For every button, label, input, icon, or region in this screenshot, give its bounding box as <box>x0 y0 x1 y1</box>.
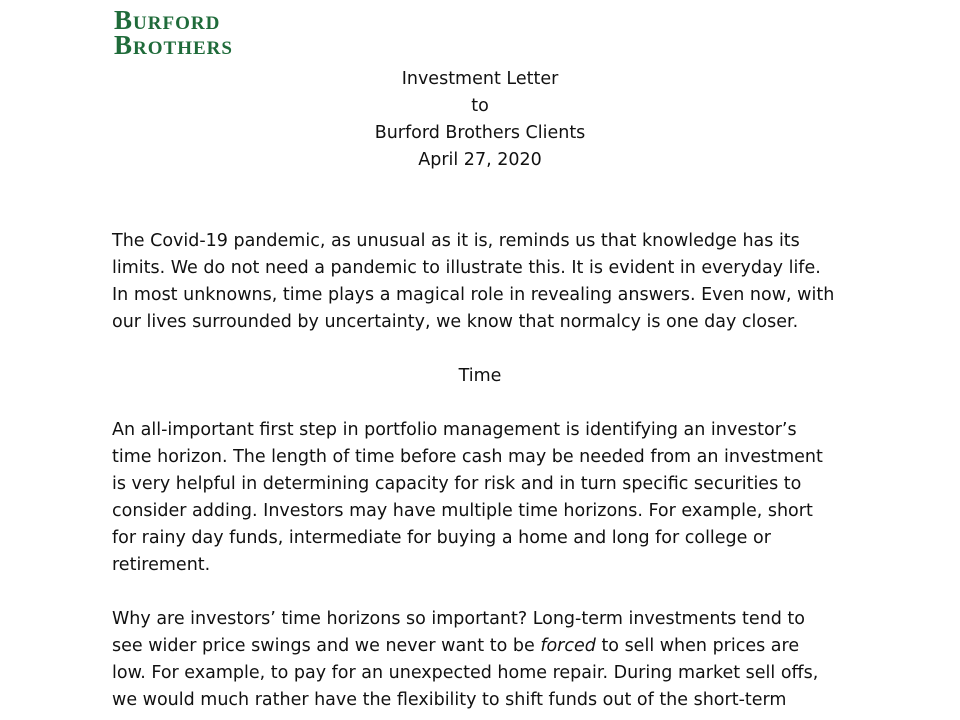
paragraph-line: for rainy day funds, intermediate for buying a home and long for college or <box>112 528 771 548</box>
paragraph-line: Why are investors’ time horizons so important? Long-term investments tend to <box>112 609 805 629</box>
heading-to: to <box>471 96 489 116</box>
logo-line-1: BURFORD <box>114 5 221 35</box>
time-horizon-paragraph <box>112 417 872 579</box>
paragraph-line: low. For example, to pay for an unexpected home repair. During market sell offs, <box>112 663 819 683</box>
paragraph-line: In most unknowns, time plays a magical role in revealing answers. Even now, with <box>112 285 835 305</box>
paragraph-line: see wider price swings and we never want to be forced to sell when prices are <box>112 636 800 656</box>
heading-title: Investment Letter <box>401 69 559 89</box>
company-logo <box>114 5 233 60</box>
emphasis-forced: forced <box>540 636 596 656</box>
paragraph-line: time horizon. The length of time before cash may be needed from an investment <box>112 447 823 467</box>
paragraph-line: consider adding. Investors may have multiple time horizons. For example, short <box>112 501 813 521</box>
paragraph-line: is very helpful in determining capacity for risk and in turn specific securities to <box>112 474 802 494</box>
paragraph-line: An all-important first step in portfolio management is identifying an investor’s <box>112 420 797 440</box>
paragraph-line: The Covid-19 pandemic, as unusual as it is, reminds us that knowledge has its <box>112 231 800 251</box>
heading-recipient: Burford Brothers Clients <box>374 123 586 143</box>
importance-paragraph <box>112 606 872 714</box>
intro-paragraph <box>112 228 872 336</box>
letter-heading <box>0 66 960 174</box>
paragraph-line: retirement. <box>112 555 211 575</box>
heading-date: April 27, 2020 <box>418 150 542 170</box>
paragraph-line: limits. We do not need a pandemic to illustrate this. It is evident in everyday life. <box>112 258 821 278</box>
section-title: Time <box>458 366 502 386</box>
paragraph-line: we would much rather have the flexibility to shift funds out of the short-term <box>112 690 787 710</box>
paragraph-line: our lives surrounded by uncertainty, we know that normalcy is one day closer. <box>112 312 799 332</box>
logo-line-2: BROTHERS <box>114 30 233 60</box>
